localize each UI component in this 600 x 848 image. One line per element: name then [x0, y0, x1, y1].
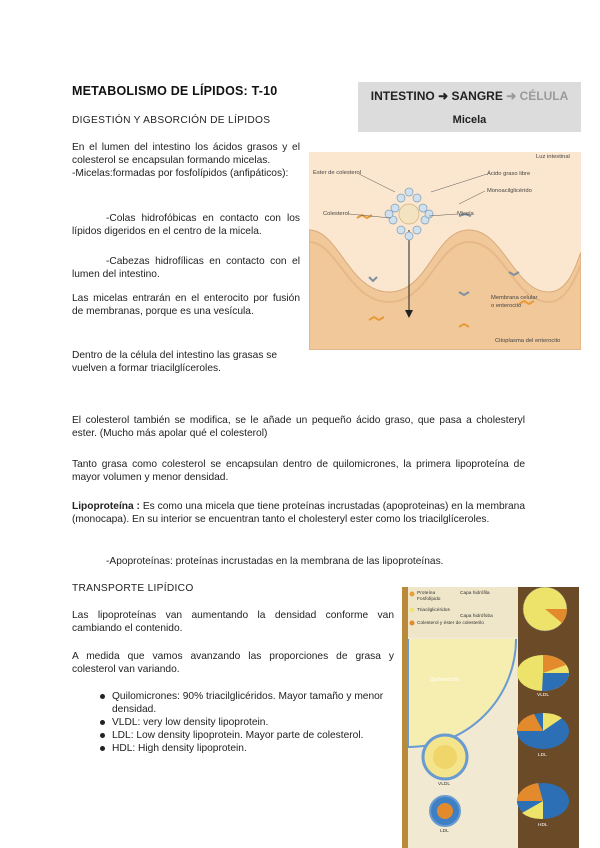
- lipoproteina-term: Lipoproteína :: [72, 501, 140, 512]
- label-membrana: Membrana celular: [491, 295, 538, 301]
- label-vldl-pie: VLDL: [537, 693, 549, 698]
- intro-paragraph-3: -Cabezas hidrofílicas en contacto con el lumen del intestino.: [72, 256, 300, 281]
- legend-fosfolipido: Fosfolípido: [417, 597, 441, 602]
- banner-micela: Micela: [452, 114, 487, 126]
- legend-triacilgliceridos: Triacilglicéridos: [417, 608, 450, 613]
- list-item: Quilomicrones: 90% triacilglicéridos. Mayor tamaño y menor densidad.: [112, 690, 412, 716]
- arrow-right-icon: ➜: [506, 89, 517, 103]
- micelle-illustration: [309, 152, 581, 350]
- label-monoacilglicerido: Monoacilglicérido: [487, 188, 532, 194]
- banner-intestino: INTESTINO: [370, 89, 435, 103]
- intro-paragraph-4: Las micelas entrarán en el enterocito por fusión de membranas, porque es una vesícula.: [72, 293, 300, 318]
- legend-capa-hidrofila: Capa hidrófila: [460, 591, 490, 596]
- label-quilomicron: Quilomicrón: [430, 677, 460, 683]
- lipoprotein-illustration: [402, 587, 579, 848]
- label-membrana-2: o enterocito: [491, 303, 522, 309]
- transport-paragraph-1: Las lipoproteínas van aumentando la densidad conforme van cambiando el contenido.: [72, 610, 394, 635]
- banner-sangre: SANGRE: [451, 89, 503, 103]
- label-ldl-sphere: LDL: [440, 829, 449, 834]
- label-citoplasma: Citoplasma del enterocito: [495, 338, 561, 344]
- label-colesterol: Colesterol: [323, 211, 350, 217]
- list-item: VLDL: very low density lipoprotein.: [112, 716, 412, 729]
- lipoprotein-list: [94, 690, 412, 755]
- label-acido-graso: Ácido graso libre: [487, 171, 531, 177]
- transport-heading: TRANSPORTE LIPÍDICO: [72, 583, 194, 594]
- label-luz-intestinal: Luz intestinal: [536, 154, 570, 160]
- label-hdl-pie: HDL: [538, 823, 548, 828]
- legend-colesterol: Colesterol y éster de colesterilo: [417, 621, 484, 626]
- label-ldl-pie: LDL: [538, 753, 547, 758]
- label-micela: Micela: [457, 211, 474, 217]
- page-title: METABOLISMO DE LÍPIDOS: T-10: [72, 84, 278, 98]
- intro-paragraph-2: -Colas hidrofóbicas en contacto con los lípidos digeridos en el centro de la micela.: [72, 213, 300, 238]
- arrow-right-icon: ➜: [438, 89, 449, 103]
- body-paragraph-quilomicrones: Tanto grasa como colesterol se encapsulan dentro de quilomicrones, la primera lipoproteína de mayor volumen y menor densidad.: [72, 459, 525, 484]
- body-paragraph-apoproteinas: -Apoproteínas: proteínas incrustadas en la membrana de las lipoproteínas.: [106, 556, 444, 567]
- label-vldl-sphere: VLDL: [438, 782, 450, 787]
- label-ester-colesterol: Ester de colesterol: [313, 170, 362, 176]
- lipoprotein-figure: [402, 587, 579, 848]
- intro-paragraph-5: Dentro de la célula del intestino las grasas se vuelven a formar triacilglíceroles.: [72, 350, 277, 375]
- list-item: LDL: Low density lipoprotein. Mayor parte de colesterol.: [112, 729, 412, 742]
- banner-row: [358, 89, 581, 103]
- intro-paragraph-1: [72, 141, 300, 181]
- intro-p1b-text: -Micelas:formadas por fosfolípidos (anfipáticos):: [72, 168, 289, 180]
- transport-banner: [358, 82, 581, 132]
- banner-celula: CÉLULA: [519, 89, 569, 103]
- list-item: HDL: High density lipoprotein.: [112, 742, 412, 755]
- section-subtitle: DIGESTIÓN Y ABSORCIÓN DE LÍPIDOS: [72, 115, 271, 126]
- micelle-figure: [309, 152, 581, 350]
- intro-p1-text: En el lumen del intestino los ácidos grasos y el colesterol se encapsulan formando micelas.: [72, 142, 300, 167]
- legend-proteina: Proteína: [417, 591, 436, 596]
- transport-paragraph-2: A medida que vamos avanzando las proporciones de grasa y colesterol van variando.: [72, 651, 394, 676]
- legend-capa-hidrofoba: Capa hidrófoba: [460, 614, 493, 619]
- lipoproteina-definition: Es como una micela que tiene proteínas incrustadas (apoproteinas) en la membrana (monocapa). En su interior se encuentran tanto el cholesteryl ester como los triacilglíceroles.: [72, 501, 525, 526]
- body-paragraph-lipoproteina: [72, 500, 525, 526]
- body-paragraph-colesterol: El colesterol también se modifica, se le añade un pequeño ácido graso, que pasa a cholesteryl ester. (Mucho más apolar qué el colesterol): [72, 415, 525, 440]
